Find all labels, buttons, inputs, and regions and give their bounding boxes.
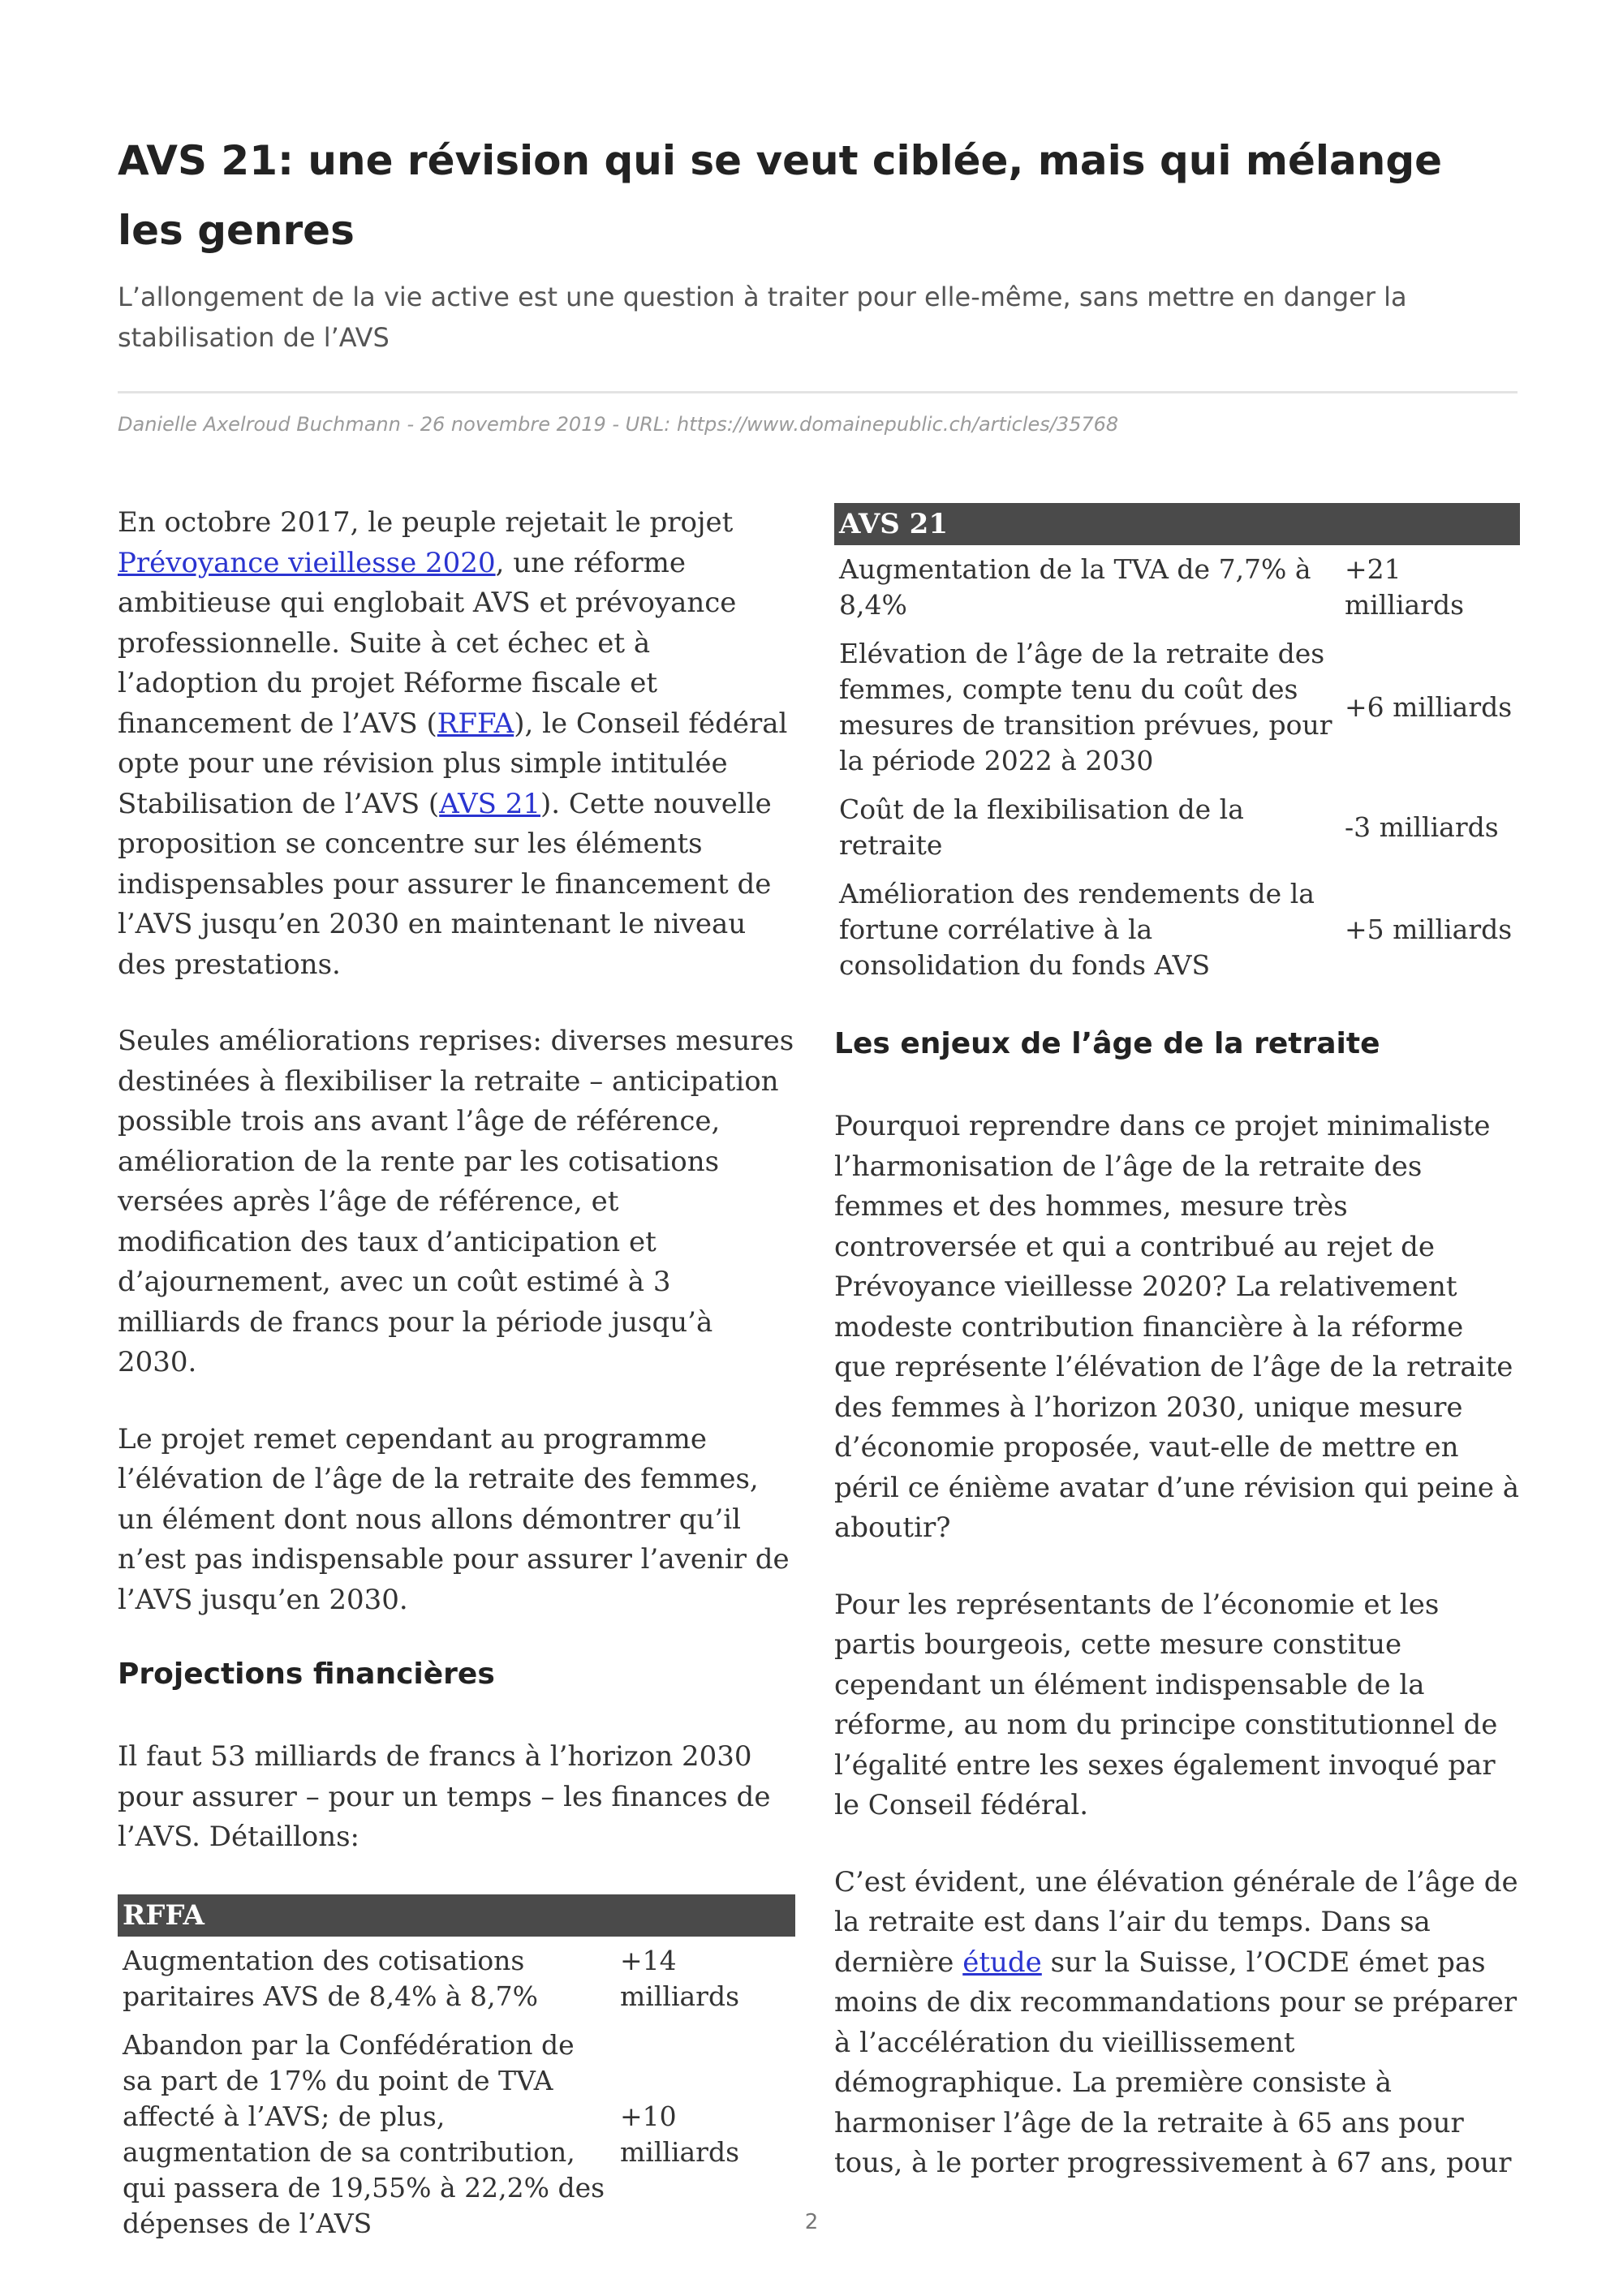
row-label: Amélioration des rendements de la fortune corrélative à la consolidation du fonds AVS xyxy=(839,878,1315,981)
table-row xyxy=(118,1937,795,2021)
table-row xyxy=(834,630,1520,785)
text-run: C’est évident, une élévation générale de l’âge de la retraite est dans l’air du temps. Dans sa dernière xyxy=(834,1865,1518,1979)
right-column xyxy=(834,503,1520,2221)
header-divider xyxy=(118,391,1518,393)
link-avs-21[interactable]: AVS 21 xyxy=(439,787,540,820)
row-amount: -3 milliards xyxy=(1345,811,1499,843)
article-header xyxy=(118,126,1518,358)
left-column xyxy=(118,503,795,2285)
paragraph-53-milliards: Il faut 53 milliards de francs à l’horizon 2030 pour assurer – pour un temps – les finances de l’AVS. Détaillons: xyxy=(118,1740,771,1853)
paragraph-representants: Pour les représentants de l’économie et les partis bourgeois, cette mesure constitue cependant un élément indispensable de la réforme, au nom du principe constitutionnel de l’égalité entre les sexes également invoqué par le Conseil fédéral. xyxy=(834,1588,1498,1821)
text-run: En octobre 2017, le peuple rejetait le projet xyxy=(118,506,734,539)
paragraph-pourquoi: Pourquoi reprendre dans ce projet minimaliste l’harmonisation de l’âge de la retraite des femmes et des hommes, mesure très controversée et qui a contribué au rejet de Prévoyance vieillesse 2020? La relativement modeste contribution financière à la réforme que représente l’élévation de l’âge de la retraite des femmes à l’horizon 2030, unique mesure d’économie proposée, vaut-elle de mettre en péril ce énième avatar d’une révision qui peine à aboutir? xyxy=(834,1110,1520,1544)
table-rffa xyxy=(118,1894,795,2248)
row-amount: +10 milliards xyxy=(620,2100,740,2168)
row-amount: +5 milliards xyxy=(1345,914,1513,945)
row-label: Coût de la flexibilisation de la retraite xyxy=(839,793,1244,861)
table-header: RFFA xyxy=(118,1894,795,1937)
row-label: Elévation de l’âge de la retraite des femmes, compte tenu du coût des mesures de transition prévues, pour la période 2022 à 2030 xyxy=(839,638,1332,776)
table-avs21 xyxy=(834,503,1520,990)
table-row xyxy=(834,870,1520,990)
page-number: 2 xyxy=(804,2210,819,2234)
paragraph-intro xyxy=(118,503,795,985)
row-amount: +6 milliards xyxy=(1345,691,1513,723)
table-header: AVS 21 xyxy=(834,503,1520,545)
row-label: Augmentation des cotisations paritaires AVS de 8,4% à 8,7% xyxy=(123,1944,538,2012)
link-rffa[interactable]: RFFA xyxy=(437,707,514,740)
link-prevoyance-vieillesse-2020[interactable]: Prévoyance vieillesse 2020 xyxy=(118,546,496,579)
row-amount: +14 milliards xyxy=(620,1944,740,2012)
row-label: Abandon par la Confédération de sa part de 17% du point de TVA affecté à l’AVS; de plus, augmentation de sa contribution, qui passera de 19,55% à 22,2% des dépenses de l’AVS xyxy=(123,2028,605,2239)
paragraph-ameliorations: Seules améliorations reprises: diverses mesures destinées à flexibiliser la retraite – anticipation possible trois ans avant l’âge de référence, amélioration de la rente par les cotisations versées après l’âge de référence, et modification des taux d’anticipation et d’ajournement, avec un coût estimé à 3 milliards de francs pour la période jusqu’à 2030. xyxy=(118,1025,794,1378)
text-run: , une réforme ambitieuse qui englobait AVS et prévoyance professionnelle. Suite à cet échec et à l’adoption du projet Réforme fiscale et financement de l’AVS ( xyxy=(118,546,737,740)
row-label: Augmentation de la TVA de 7,7% à 8,4% xyxy=(839,553,1311,621)
link-etude[interactable]: étude xyxy=(962,1946,1042,1979)
heading-enjeux: Les enjeux de l’âge de la retraite xyxy=(834,1027,1380,1060)
heading-projections: Projections financières xyxy=(118,1658,495,1691)
table-row xyxy=(834,545,1520,630)
article-subtitle: L’allongement de la vie active est une question à traiter pour elle-même, sans mettre en danger la stabilisation de l’AVS xyxy=(118,282,1407,353)
table-row xyxy=(834,785,1520,870)
text-run: ). Cette nouvelle proposition se concentre sur les éléments indispensables pour assurer le financement de l’AVS jusqu’en 2030 en maintenant le niveau des prestations. xyxy=(118,787,772,981)
paragraph-age-femmes: Le projet remet cependant au programme l’élévation de l’âge de la retraite des femmes, un élément dont nous allons démontrer qu’il n’est pas indispensable pour assurer l’avenir de l’AVS jusqu’en 2030. xyxy=(118,1422,790,1616)
article-meta: Danielle Axelroud Buchmann - 26 novembre 2019 - URL: https://www.domainepublic.ch/articles/35768 xyxy=(118,413,1119,436)
article-title: AVS 21: une révision qui se veut ciblée, mais qui mélange les genres xyxy=(118,137,1443,254)
row-amount: +21 milliards xyxy=(1345,553,1465,621)
text-run: ), le Conseil fédéral opte pour une révision plus simple intitulée Stabilisation de l’AVS ( xyxy=(118,707,788,820)
paragraph-ocde xyxy=(834,1863,1520,2184)
text-run: sur la Suisse, l’OCDE émet pas moins de dix recommandations pour se préparer à l’accélération du vieillissement démographique. La première consiste à harmoniser l’âge de la retraite à 65 ans pour tous, à le porter progressivement à 67 ans, pour xyxy=(834,1946,1518,2179)
